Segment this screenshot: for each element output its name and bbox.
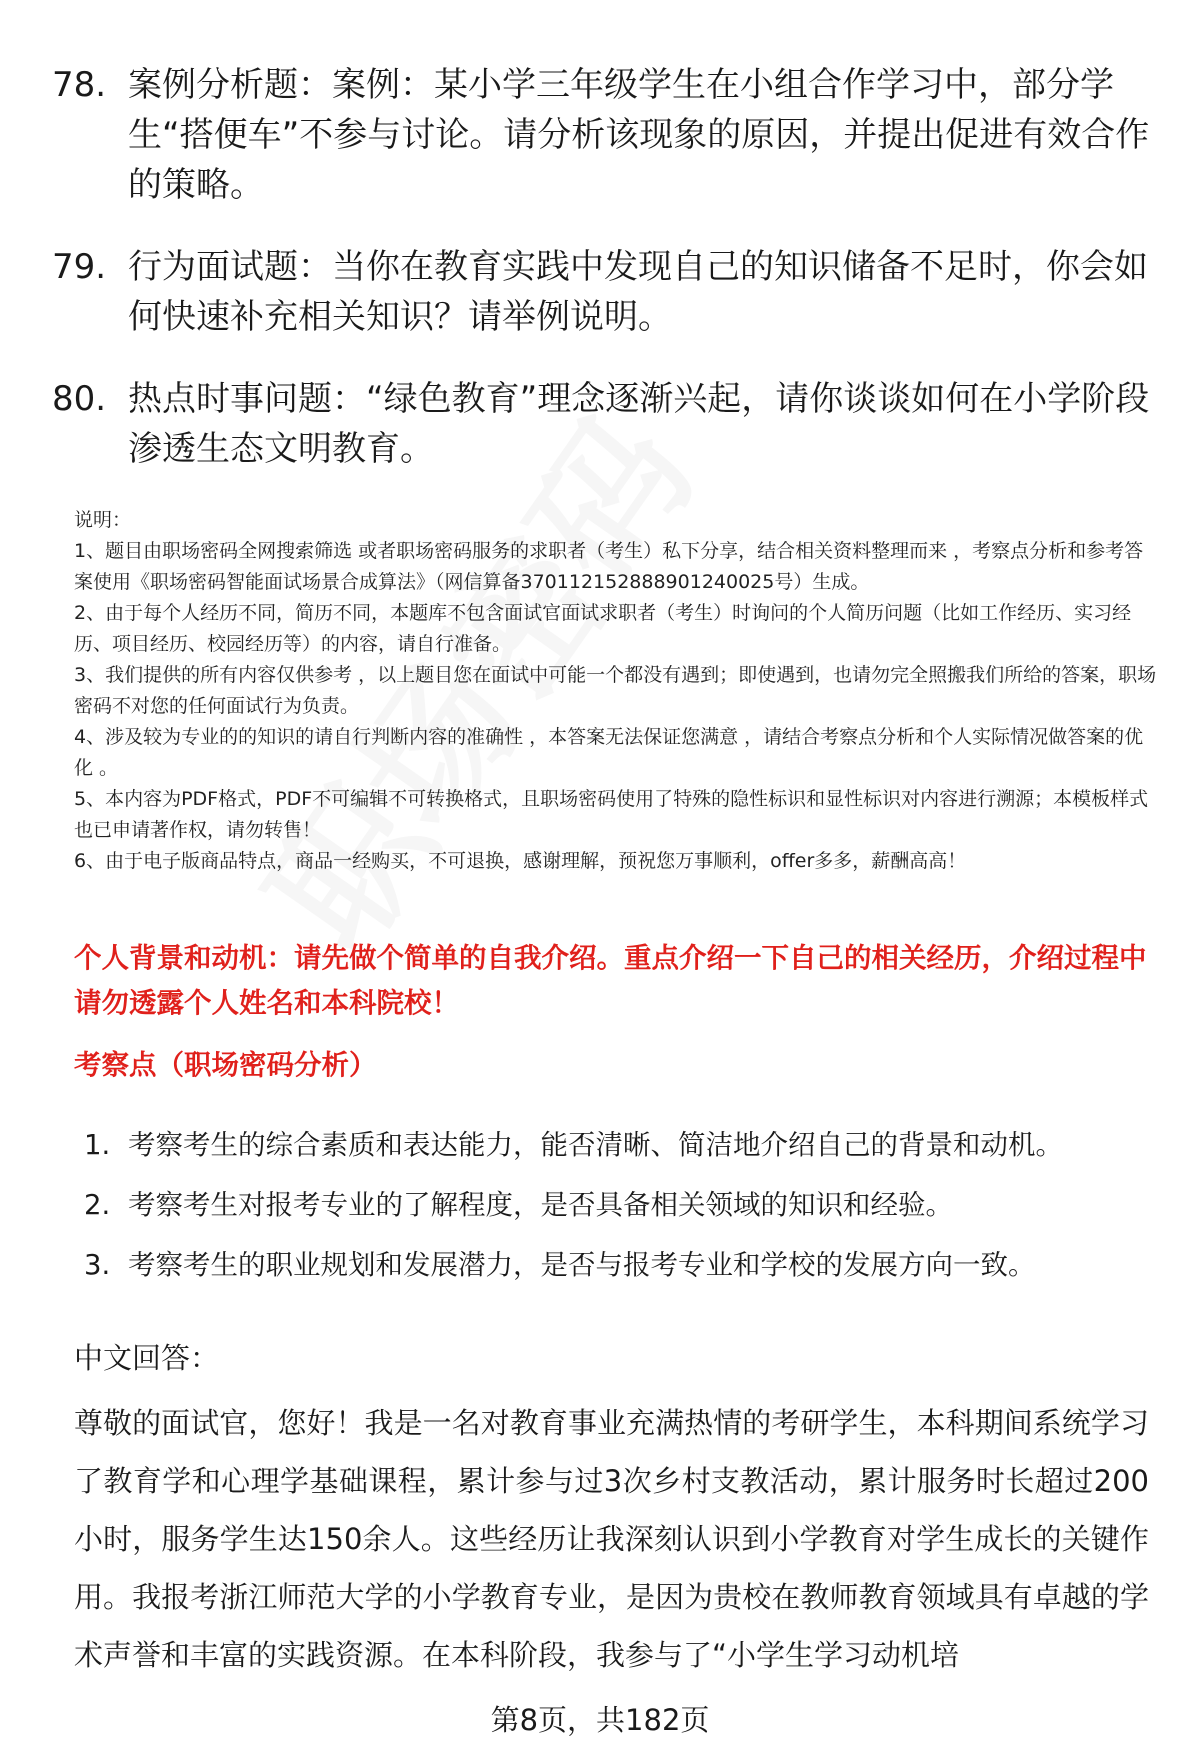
notes-title: 说明： — [74, 509, 132, 531]
note-item: 1、题目由职场密码全网搜索筛选 或者职场密码服务的求职者（考生）私下分享，结合相关资料整理而来 ，考察点分析和参考答案使用《职场密码智能面试场景合成算法》（网信算备370112152888901240025号）生成。 — [74, 540, 1144, 593]
point-text: 考察考生对报考专业的了解程度，是否具备相关领域的知识和经验。 — [128, 1189, 953, 1221]
question-text: 热点时事问题：“绿色教育”理念逐渐兴起，请你谈谈如何在小学阶段渗透生态文明教育。 — [128, 379, 1150, 469]
analysis-points — [84, 1125, 1164, 1305]
analysis-heading: 考察点（职场密码分析） — [74, 1049, 377, 1081]
analysis-point — [84, 1185, 1164, 1225]
question-number: 78. — [52, 65, 107, 105]
notes-block — [74, 505, 1160, 877]
note-item: 4、涉及较为专业的的知识的请自行判断内容的准确性 ，本答案无法保证您满意 ，请结合考察点分析和个人实际情况做答案的优化 。 — [74, 726, 1144, 779]
page-number: 第8页，共182页 — [490, 1703, 710, 1737]
point-number: 3. — [84, 1249, 111, 1281]
analysis-point — [84, 1245, 1164, 1285]
question-item — [52, 242, 1152, 342]
question-item — [52, 60, 1152, 210]
question-list — [52, 60, 1152, 506]
question-item — [52, 374, 1152, 474]
point-number: 2. — [84, 1189, 111, 1221]
note-item: 2、由于每个人经历不同，简历不同，本题库不包含面试官面试求职者（考生）时询问的个人简历问题（比如工作经历、实习经历、项目经历、校园经历等）的内容，请自行准备。 — [74, 602, 1132, 655]
point-number: 1. — [84, 1129, 111, 1161]
analysis-point — [84, 1125, 1164, 1165]
section-heading: 个人背景和动机：请先做个简单的自我介绍。重点介绍一下自己的相关经历，介绍过程中请勿透露个人姓名和本科院校！ — [74, 942, 1147, 1019]
question-text: 行为面试题：当你在教育实践中发现自己的知识储备不足时，你会如何快速补充相关知识？请举例说明。 — [128, 247, 1148, 337]
note-item: 6、由于电子版商品特点，商品一经购买，不可退换，感谢理解，预祝您万事顺利，offer多多，薪酬高高！ — [74, 850, 967, 872]
note-item: 5、本内容为PDF格式，PDF不可编辑不可转换格式，且职场密码使用了特殊的隐性标识和显性标识对内容进行溯源；本模板样式也已申请著作权，请勿转售！ — [74, 788, 1149, 841]
answer-label: 中文回答： — [74, 1341, 220, 1375]
answer-text: 尊敬的面试官，您好！我是一名对教育事业充满热情的考研学生，本科期间系统学习了教育学和心理学基础课程，累计参与过3次乡村支教活动，累计服务时长超过200小时，服务学生达150余人。这些经历让我深刻认识到小学教育对学生成长的关键作用。我报考浙江师范大学的小学教育专业，是因为贵校在教师教育领域具有卓越的学术声誉和丰富的实践资源。在本科阶段，我参与了“小学生学习动机培 — [74, 1406, 1149, 1672]
question-number: 79. — [52, 247, 107, 287]
point-text: 考察考生的职业规划和发展潜力，是否与报考专业和学校的发展方向一致。 — [128, 1249, 1036, 1281]
question-number: 80. — [52, 379, 107, 419]
point-text: 考察考生的综合素质和表达能力，能否清晰、简洁地介绍自己的背景和动机。 — [128, 1129, 1063, 1161]
note-item: 3、我们提供的所有内容仅供参考 ，以上题目您在面试中可能一个都没有遇到；即使遇到，也请勿完全照搬我们所给的答案，职场密码不对您的任何面试行为负责。 — [74, 664, 1157, 717]
question-text: 案例分析题：案例：某小学三年级学生在小组合作学习中，部分学生“搭便车”不参与讨论。请分析该现象的原因，并提出促进有效合作的策略。 — [128, 65, 1150, 205]
